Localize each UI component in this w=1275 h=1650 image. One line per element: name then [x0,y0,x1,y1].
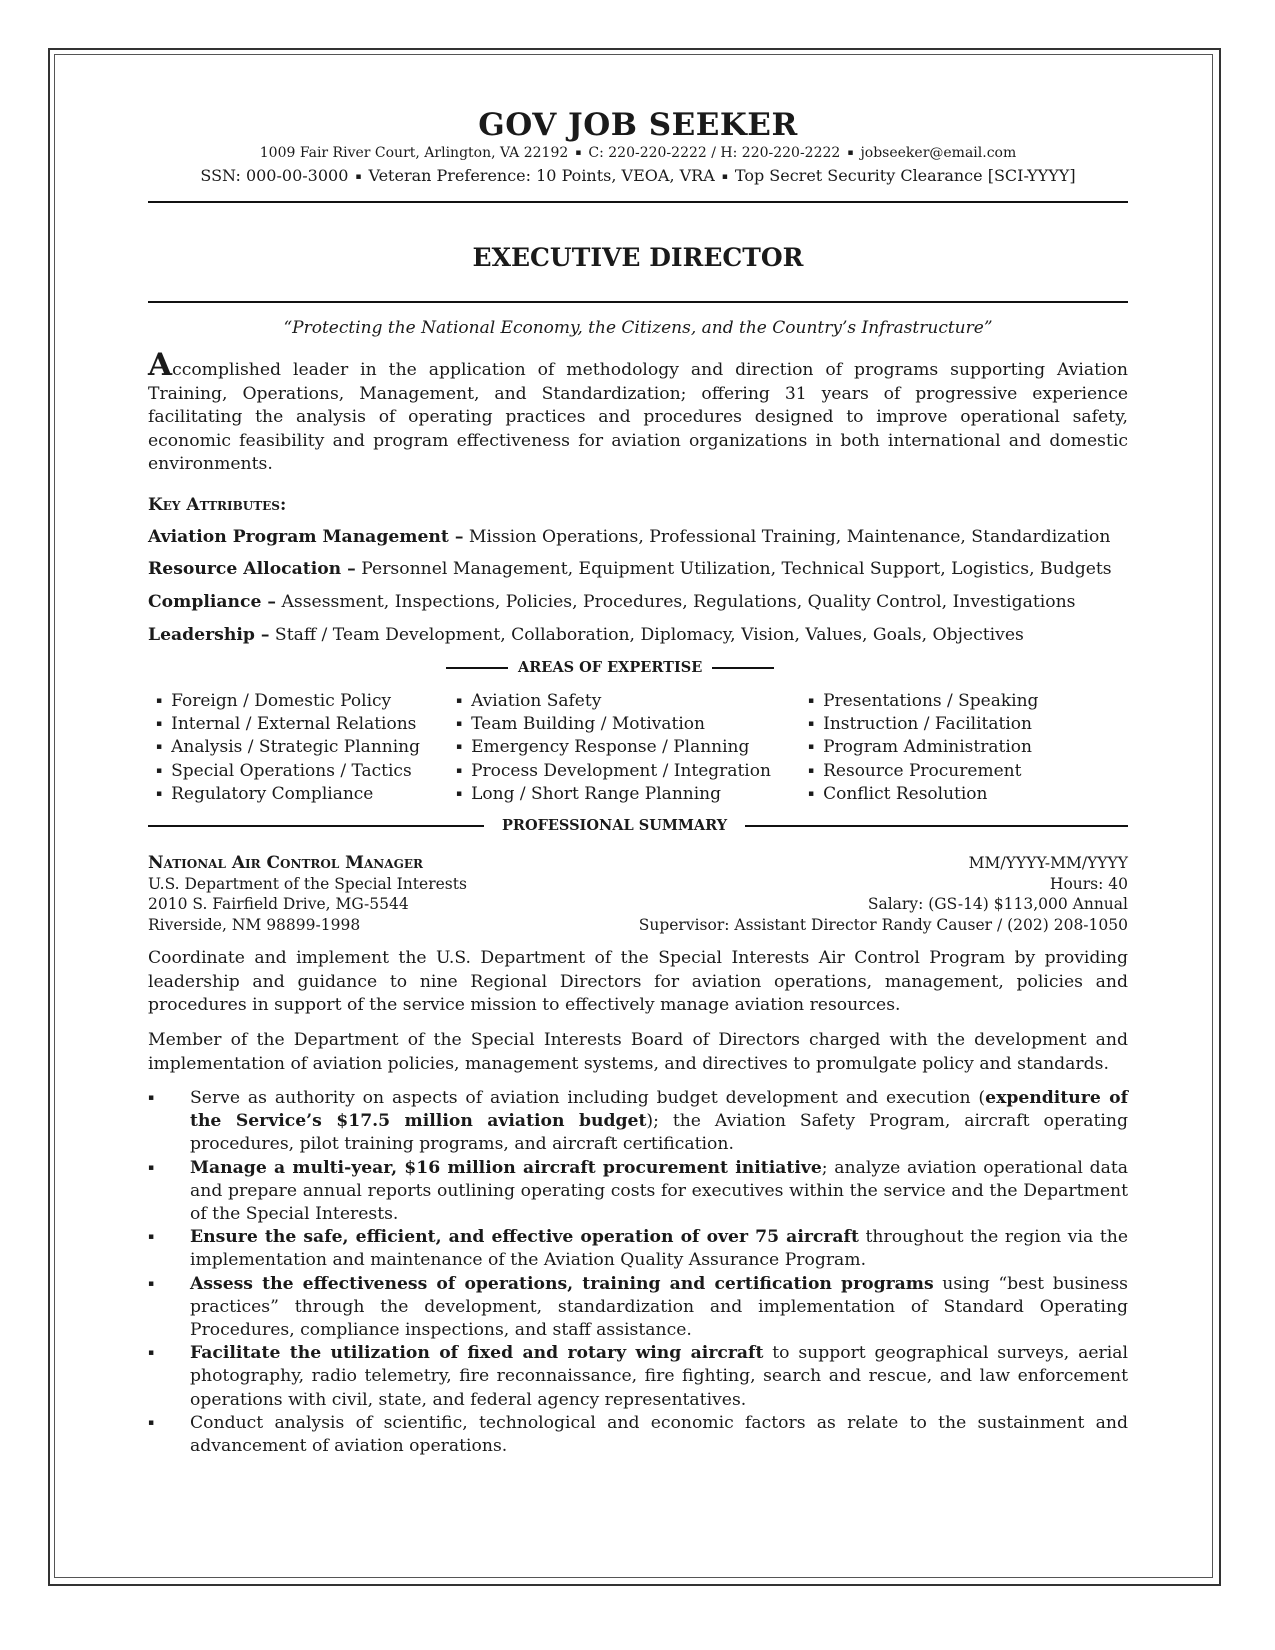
expertise-item: ▪ Regulatory Compliance [156,783,374,804]
separator-icon: ▪ [847,148,854,158]
professional-summary-heading: PROFESSIONAL SUMMARY [502,817,728,834]
position-right-block [639,853,1128,935]
security-clearance: Top Secret Security Clearance [SCI-YYYY] [734,166,1076,185]
bullet-icon: ▪ [808,788,815,799]
bullet-icon: ▪ [156,719,163,730]
expertise-item: ▪ Conflict Resolution [808,783,988,804]
expertise-column-3 [808,690,1038,806]
accomplishment-list [148,1087,1128,1458]
email: jobseeker@email.com [860,145,1017,161]
duty-paragraph-2: Member of the Department of the Special Interests Board of Directors charged with the development and implementation of aviation policies, management systems, and directives to promulgate policy and standards. [148,1030,1128,1074]
attribute-line [148,625,1128,645]
title-rule [148,301,1128,303]
expertise-item: ▪ Foreign / Domestic Policy [156,691,392,711]
position-title: National Air Control Manager [148,853,423,873]
accomplishment-item: ▪ Ensure the safe, efficient, and effective operation of over 75 aircraft throughout the region via the implementation and maintenance of the Aviation Quality Assurance Program. [148,1227,1128,1271]
bullet-icon: ▪ [808,719,815,730]
separator-icon: ▪ [721,172,728,182]
position-hours: Hours: 40 [1049,874,1128,893]
expertise-item: ▪ Program Administration [808,737,1032,758]
tagline: “Protecting the National Economy, the Citizens, and the Country’s Infrastructure” [283,318,993,338]
key-attributes-heading: Key Attributes: [148,495,287,515]
expertise-heading-row [148,659,1128,676]
heading-rule [712,667,774,669]
attribute-text: Personnel Management, Equipment Utilization, Technical Support, Logistics, Budgets [355,559,1112,579]
attribute-text: Mission Operations, Professional Training, Maintenance, Standardization [463,527,1111,547]
header-rule [148,201,1128,203]
bullet-icon: ▪ [156,765,163,776]
bullet-icon: ▪ [148,1278,155,1289]
bullet-icon: ▪ [156,696,163,706]
expertise-item: ▪ Long / Short Range Planning [456,783,721,804]
attribute-label: Aviation Program Management – [148,527,464,547]
position-salary: Salary: (GS-14) $113,000 Annual [867,895,1128,913]
professional-summary-heading-row [148,817,1128,834]
heading-rule [148,825,484,827]
bullet-icon: ▪ [156,742,163,753]
expertise-item: ▪ Internal / External Relations [156,714,417,735]
expertise-item: ▪ Instruction / Facilitation [808,714,1032,735]
employer-city: Riverside, NM 98899-1998 [148,915,361,934]
bullet-icon: ▪ [808,765,815,776]
bullet-icon: ▪ [456,788,463,799]
attribute-line [148,527,1128,547]
bullet-icon: ▪ [808,742,815,753]
expertise-item: ▪ Analysis / Strategic Planning [156,737,420,758]
position-left-block [148,853,467,935]
separator-icon: ▪ [575,148,582,158]
bullet-icon: ▪ [148,1162,155,1173]
bullet-icon: ▪ [148,1417,155,1428]
duty-paragraph-1: Coordinate and implement the U.S. Department of the Special Interests Air Control Program by providing leadership and guidance to nine Regional Directors for aviation operations, management, policies and procedures in support of the service mission to effectively manage aviation resources. [148,948,1128,1015]
accomplishment-item: ▪ Conduct analysis of scientific, technological and economic factors as relate to the sustainment and advancement of aviation operations. [148,1412,1128,1457]
expertise-item: ▪ Team Building / Motivation [456,714,705,735]
position-supervisor: Supervisor: Assistant Director Randy Causer / (202) 208-1050 [638,915,1128,934]
veteran-preference: Veteran Preference: 10 Points, VEOA, VRA [368,166,715,185]
accomplishment-item: ▪ Serve as authority on aspects of aviation including budget development and execution (expenditure of the Service’s $17.5 million aviation budget); the Aviation Safety Program, aircraft operating procedures, pilot training programs, and aircraft certification. [148,1088,1129,1155]
expertise-item: ▪ Emergency Response / Planning [456,737,750,758]
expertise-column-1 [156,690,420,806]
ssn: SSN: 000-00-3000 [200,166,349,185]
bullet-icon: ▪ [148,1093,155,1103]
expertise-item: ▪ Resource Procurement [808,760,1022,781]
job-title: EXECUTIVE DIRECTOR [472,243,804,272]
phones: C: 220-220-2222 / H: 220-220-2222 [588,145,841,161]
attribute-label: Compliance – [148,592,277,612]
expertise-item: ▪ Process Development / Integration [456,760,771,781]
separator-icon: ▪ [355,172,362,182]
employer-street: 2010 S. Fairfield Drive, MG-5544 [148,895,409,913]
accomplishment-item: ▪ Facilitate the utilization of fixed and rotary wing aircraft to support geographical surveys, aerial photography, radio telemetry, fire reconnaissance, fire fighting, search and rescue, and law enforcement operations with civil, state, and federal agency representatives. [148,1343,1128,1410]
bullet-icon: ▪ [156,788,163,799]
position-dates: MM/YYYY-MM/YYYY [968,854,1128,872]
bullet-icon: ▪ [456,696,463,706]
expertise-item: ▪ Aviation Safety [456,691,602,711]
accomplishment-item: ▪ Assess the effectiveness of operations, training and certification programs using “best business practices” through the development, standardization and implementation of Standard Operating Procedures, compliance inspections, and staff assistance. [148,1273,1128,1341]
expertise-item: ▪ Presentations / Speaking [808,691,1039,711]
employer: U.S. Department of the Special Interests [148,874,467,893]
bullet-icon: ▪ [456,742,463,753]
accomplishment-item: ▪ Manage a multi-year, $16 million aircraft procurement initiative; analyze aviation operational data and prepare annual reports outlining operating costs for executives within the service and the Department of the Special Interests. [148,1157,1128,1225]
address: 1009 Fair River Court, Arlington, VA 22192 [259,145,569,161]
expertise-column-2 [456,690,771,806]
summary-paragraph [148,347,1128,477]
bullet-icon: ▪ [808,696,815,706]
attribute-line [148,592,1128,612]
expertise-item: ▪ Special Operations / Tactics [156,760,412,781]
bullet-icon: ▪ [148,1232,155,1243]
summary-text: ccomplished leader in the application of methodology and direction of programs supporting Aviation Training, Operations, Management, and Standardization; offering 31 years of progressive experience facilitating the analysis of operating practices and procedures designed to improve operational safety, economic feasibility and program effectiveness for aviation organizations in both international and domestic environments. [148,360,1128,474]
drop-cap: A [148,347,173,383]
attribute-text: Staff / Team Development, Collaboration, Diplomacy, Vision, Values, Goals, Objectives [269,625,1024,645]
heading-rule [446,667,508,669]
attribute-label: Resource Allocation – [148,559,356,579]
bullet-icon: ▪ [456,719,463,730]
expertise-heading: AREAS OF EXPERTISE [518,659,703,676]
bullet-icon: ▪ [456,765,463,776]
attribute-text: Assessment, Inspections, Policies, Procedures, Regulations, Quality Control, Investigations [276,592,1076,612]
heading-rule [745,825,1128,827]
attribute-label: Leadership – [148,625,270,645]
attribute-line [148,559,1128,579]
contact-line-1 [148,145,1128,161]
contact-line-2 [148,166,1128,185]
applicant-name: GOV JOB SEEKER [478,107,798,143]
bullet-icon: ▪ [148,1348,155,1359]
